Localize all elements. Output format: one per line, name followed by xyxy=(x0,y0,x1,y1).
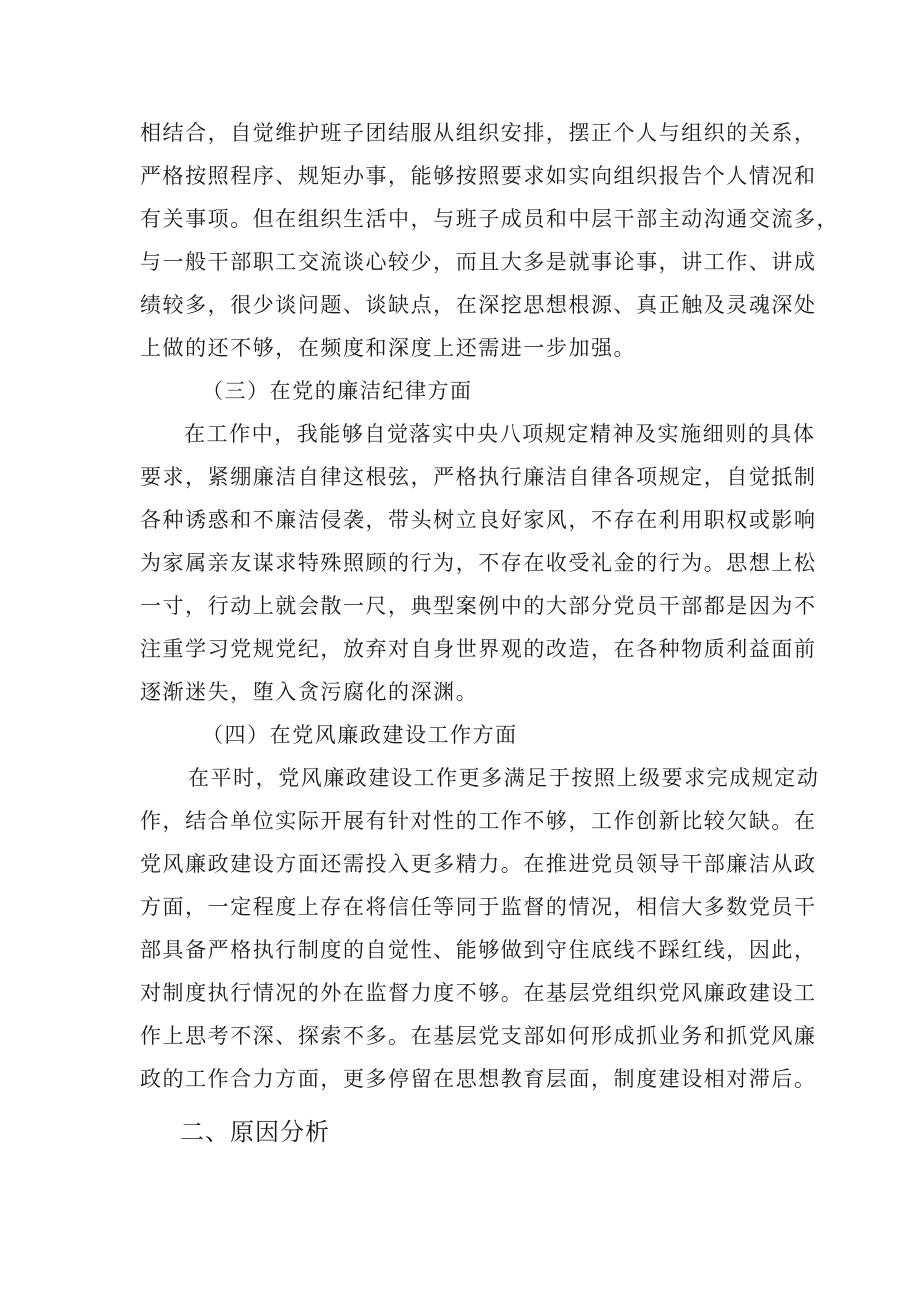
text-line: 有关事项。但在组织生活中，与班子成员和中层干部主动沟通交流多， xyxy=(140,207,840,231)
text-line: 一寸，行动上就会散一尺，典型案例中的大部分党员干部都是因为不 xyxy=(140,594,817,618)
text-line: 注重学习党规党纪，放弃对自身世界观的改造，在各种物质利益面前 xyxy=(140,637,817,661)
subheading-integrity-discipline: （三）在党的廉洁纪律方面 xyxy=(202,379,473,403)
subheading-clean-governance: （四）在党风廉政建设工作方面 xyxy=(202,723,518,747)
text-line: 党风廉政建设方面还需投入更多精力。在推进党员领导干部廉洁从政 xyxy=(140,852,817,876)
text-line: 为家属亲友谋求特殊照顾的行为，不存在收受礼金的行为。思想上松 xyxy=(140,551,817,575)
text-line: 在平时，党风廉政建设工作更多满足于按照上级要求完成规定动 xyxy=(188,766,820,790)
text-line: 严格按照程序、规矩办事，能够按照要求如实向组织报告个人情况和 xyxy=(140,164,817,188)
text-line: 逐渐迷失，堕入贪污腐化的深渊。 xyxy=(140,680,479,704)
document-page xyxy=(140,112,840,1157)
paragraph-integrity-discipline xyxy=(140,413,817,714)
paragraph-clean-governance xyxy=(140,757,820,1101)
text-line: 方面，一定程度上存在将信任等同于监督的情况，相信大多数党员干 xyxy=(140,895,817,919)
section-heading-cause-analysis: 二、原因分析 xyxy=(180,1118,330,1146)
text-line: 相结合，自觉维护班子团结服从组织安排，摆正个人与组织的关系， xyxy=(140,121,817,145)
text-line: 政的工作合力方面，更多停留在思想教育层面，制度建设相对滞后。 xyxy=(140,1067,817,1091)
text-line: 作上思考不深、探索不多。在基层党支部如何形成抓业务和抓党风廉 xyxy=(140,1024,817,1048)
text-line: 作，结合单位实际开展有针对性的工作不够，工作创新比较欠缺。在 xyxy=(140,809,817,833)
paragraph-organization-discipline xyxy=(140,112,840,370)
text-line: 各种诱惑和不廉洁侵袭，带头树立良好家风，不存在利用职权或影响 xyxy=(140,508,817,532)
text-line: 对制度执行情况的外在监督力度不够。在基层党组织党风廉政建设工 xyxy=(140,981,817,1005)
text-line: 上做的还不够，在频度和深度上还需进一步加强。 xyxy=(140,336,637,360)
text-line: 在工作中，我能够自觉落实中央八项规定精神及实施细则的具体 xyxy=(184,422,816,446)
text-line: 要求，紧绷廉洁自律这根弦，严格执行廉洁自律各项规定，自觉抵制 xyxy=(140,465,817,489)
text-line: 绩较多，很少谈问题、谈缺点，在深挖思想根源、真正触及灵魂深处 xyxy=(140,293,817,317)
text-line: 部具备严格执行制度的自觉性、能够做到守住底线不踩红线，因此， xyxy=(140,938,817,962)
text-line: 与一般干部职工交流谈心较少，而且大多是就事论事，讲工作、讲成 xyxy=(140,250,817,274)
